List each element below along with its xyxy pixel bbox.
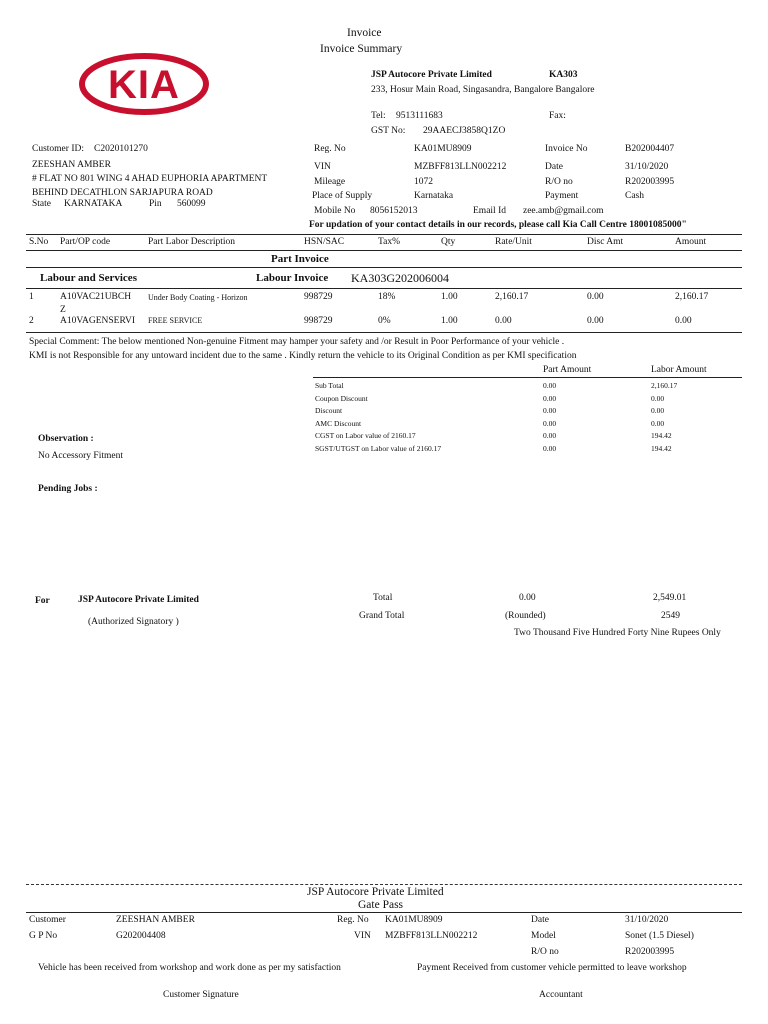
state-label: State <box>32 199 51 209</box>
col-hsn: HSN/SAC <box>304 237 345 247</box>
row-tax: 18% <box>378 292 396 302</box>
gatepass-title: Gate Pass <box>358 899 404 911</box>
gp-ro: R202003995 <box>625 947 675 957</box>
row-rate: 2,160.17 <box>495 292 529 302</box>
customer-id: C2020101270 <box>94 144 148 154</box>
gp-model-label: Model <box>531 931 556 941</box>
email-label: Email Id <box>473 206 506 216</box>
gst-label: GST No: <box>371 126 406 136</box>
mileage-value: 1072 <box>414 177 433 187</box>
vin-label: VIN <box>314 162 331 172</box>
gp-customer: ZEESHAN AMBER <box>116 915 195 925</box>
summary-label: SGST/UTGST on Labor value of 2160.17 <box>315 444 442 453</box>
gp-reg: KA01MU8909 <box>385 915 443 925</box>
gp-customer-label: Customer <box>29 915 66 925</box>
row-sno: 1 <box>29 292 34 302</box>
customer-address-2: BEHIND DECATHLON SARJAPURA ROAD <box>32 188 213 198</box>
gp-date: 31/10/2020 <box>625 915 669 925</box>
summary-labor: 0.00 <box>651 394 665 403</box>
customer-signature: Customer Signature <box>163 990 239 1000</box>
pos-value: Karnataka <box>414 191 454 201</box>
doc-subtitle: Invoice Summary <box>320 43 403 55</box>
state-value: KARNATAKA <box>64 199 123 209</box>
mobile-value: 8056152013 <box>370 206 418 216</box>
total-labor: 2,549.01 <box>653 593 687 603</box>
row-desc: Under Body Coating - Horizon <box>148 293 248 302</box>
summary-part-header: Part Amount <box>543 365 592 375</box>
reg-value: KA01MU8909 <box>414 144 472 154</box>
col-part: Part/OP code <box>60 237 111 247</box>
row-sno: 2 <box>29 316 34 326</box>
summary-labor: 194.42 <box>651 444 672 453</box>
col-sno: S.No <box>29 237 49 247</box>
summary-label: Coupon Discount <box>315 394 368 403</box>
ro-label: R/O no <box>545 177 573 187</box>
vehicle-received-note: Vehicle has been received from workshop and work done as per my satisfaction <box>38 963 341 973</box>
gp-ro-label: R/O no <box>531 947 559 957</box>
svg-text:KIA: KIA <box>108 63 180 107</box>
summary-part: 0.00 <box>543 406 557 415</box>
ro-value: R202003995 <box>625 177 675 187</box>
accountant-signature: Accountant <box>539 990 583 1000</box>
pin-label: Pin <box>149 199 162 209</box>
gp-date-label: Date <box>531 915 549 925</box>
gp-vin: MZBFF813LLN002212 <box>385 931 478 941</box>
row-hsn: 998729 <box>304 292 333 302</box>
email-value: zee.amb@gmail.com <box>523 206 604 216</box>
cut-line <box>26 884 742 885</box>
row-code-wrap: Z <box>60 305 66 315</box>
labour-services-heading: Labour and Services <box>40 272 137 284</box>
summary-labor: 0.00 <box>651 419 665 428</box>
col-disc: Disc Amt <box>587 237 624 247</box>
amount-in-words: Two Thousand Five Hundred Forty Nine Rupees Only <box>514 628 721 638</box>
col-amount: Amount <box>675 237 707 247</box>
summary-labor: 0.00 <box>651 406 665 415</box>
labour-invoice-no: KA303G202006004 <box>351 271 449 285</box>
pending-jobs-label: Pending Jobs : <box>38 484 98 494</box>
footer-company: JSP Autocore Private Limited <box>78 595 199 605</box>
date-label: Date <box>545 162 563 172</box>
row-code: A10VAC21UBCH <box>60 292 132 302</box>
summary-labor: 2,160.17 <box>651 381 678 390</box>
row-qty: 1.00 <box>441 316 458 326</box>
row-desc: FREE SERVICE <box>148 316 203 325</box>
summary-part: 0.00 <box>543 394 557 403</box>
vin-value: MZBFF813LLN002212 <box>414 162 507 172</box>
invoice-no-label: Invoice No <box>545 144 588 154</box>
authorized-signatory: (Authorized Signatory ) <box>88 617 179 627</box>
row-qty: 1.00 <box>441 292 458 302</box>
labour-invoice-label: Labour Invoice <box>256 272 329 284</box>
row-disc: 0.00 <box>587 316 604 326</box>
for-label: For <box>35 596 50 606</box>
summary-part: 0.00 <box>543 419 557 428</box>
grand-total-value: 2549 <box>661 611 680 621</box>
doc-title: Invoice <box>347 27 382 39</box>
part-invoice-heading: Part Invoice <box>271 253 329 265</box>
tel-value: 9513111683 <box>396 111 443 121</box>
gp-vin-label: VIN <box>354 931 371 941</box>
mobile-label: Mobile No <box>314 206 356 216</box>
gp-model: Sonet (1.5 Diesel) <box>625 931 694 941</box>
tel-label: Tel: <box>371 111 386 121</box>
summary-labor-header: Labor Amount <box>651 365 707 375</box>
col-desc: Part Labor Description <box>148 237 236 247</box>
summary-part: 0.00 <box>543 444 557 453</box>
gatepass-company: JSP Autocore Private Limited <box>307 886 444 898</box>
invoice-no: B202004407 <box>625 144 675 154</box>
total-part: 0.00 <box>519 593 536 603</box>
special-comment-1: Special Comment: The below mentioned Non-genuine Fitment may hamper your safety and /or Result in Poor Performance of your vehicle . <box>29 337 565 347</box>
row-disc: 0.00 <box>587 292 604 302</box>
row-amount: 2,160.17 <box>675 292 709 302</box>
mileage-label: Mileage <box>314 177 346 187</box>
observation-label: Observation : <box>38 434 94 444</box>
customer-id-label: Customer ID: <box>32 144 84 154</box>
col-rate: Rate/Unit <box>495 237 532 247</box>
contact-notice: For updation of your contact details in our records, please call Kia Call Centre 18001085000" <box>309 220 687 230</box>
summary-label: Discount <box>315 406 343 415</box>
payment-value: Cash <box>625 191 644 201</box>
date-value: 31/10/2020 <box>625 162 669 172</box>
summary-label: AMC Discount <box>315 419 362 428</box>
col-qty: Qty <box>441 237 456 247</box>
dealer-address: 233, Hosur Main Road, Singasandra, Bangalore Bangalore <box>371 85 595 95</box>
special-comment-2: KMI is not Responsible for any untoward incident due to the same . Kindly return the vehicle to its Original Condition as per KMI specification <box>29 351 577 361</box>
row-tax: 0% <box>378 316 391 326</box>
pos-label: Place of Supply <box>312 191 373 201</box>
kia-logo <box>78 52 210 121</box>
summary-part: 0.00 <box>543 381 557 390</box>
col-tax: Tax% <box>378 237 401 247</box>
summary-label: CGST on Labor value of 2160.17 <box>315 431 416 440</box>
customer-name: ZEESHAN AMBER <box>32 160 111 170</box>
fax-label: Fax: <box>549 111 566 121</box>
grand-total-label: Grand Total <box>359 611 405 621</box>
pin-value: 560099 <box>177 199 206 209</box>
summary-part: 0.00 <box>543 431 557 440</box>
dealer-name: JSP Autocore Private Limited <box>371 70 492 80</box>
summary-labor: 194.42 <box>651 431 672 440</box>
observation-value: No Accessory Fitment <box>38 451 123 461</box>
gp-no: G202004408 <box>116 931 166 941</box>
row-amount: 0.00 <box>675 316 692 326</box>
payment-label: Payment <box>545 191 579 201</box>
total-label: Total <box>373 593 393 603</box>
customer-address-1: # FLAT NO 801 WING 4 AHAD EUPHORIA APARTMENT <box>32 174 268 184</box>
gp-no-label: G P No <box>29 931 58 941</box>
reg-label: Reg. No <box>314 144 346 154</box>
row-rate: 0.00 <box>495 316 512 326</box>
payment-received-note: Payment Received from customer vehicle permitted to leave workshop <box>417 963 687 973</box>
dealer-code: KA303 <box>549 70 578 80</box>
row-code: A10VAGENSERVI <box>60 316 136 326</box>
rounded-label: (Rounded) <box>505 611 546 621</box>
gst-value: 29AAECJ3858Q1ZO <box>423 126 506 136</box>
row-hsn: 998729 <box>304 316 333 326</box>
summary-label: Sub Total <box>315 381 344 390</box>
gp-reg-label: Reg. No <box>337 915 369 925</box>
